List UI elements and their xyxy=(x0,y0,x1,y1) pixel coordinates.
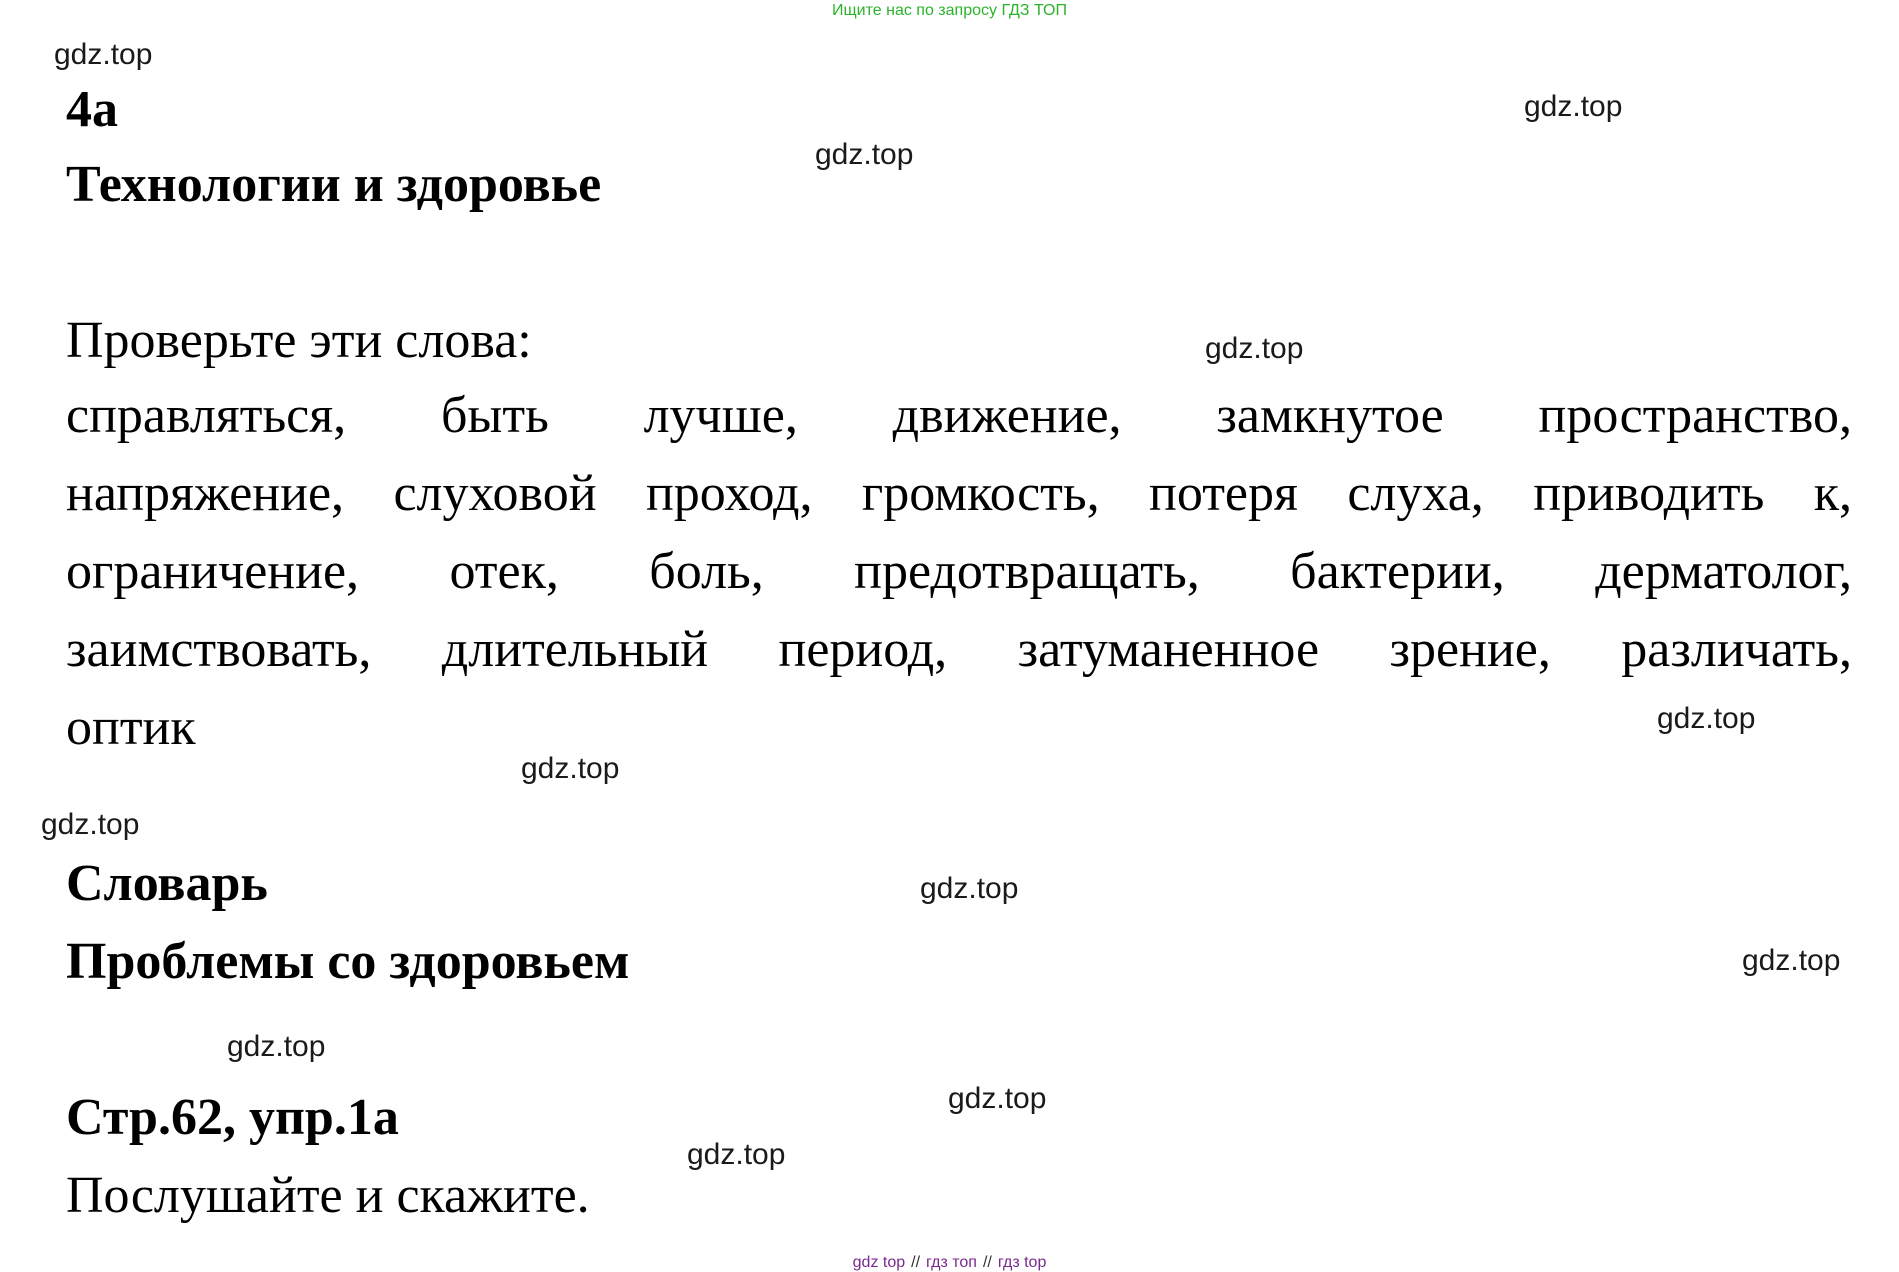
word-list-line: заимствовать, длительный период, затуманенное зрение, различать, xyxy=(66,621,1852,678)
watermark: gdz.top xyxy=(41,808,140,841)
word-list xyxy=(66,387,1852,780)
footer-separator: // xyxy=(982,1254,992,1271)
watermark: gdz.top xyxy=(920,872,1019,905)
exercise-reference: Стр.62, упр.1а xyxy=(66,1089,399,1146)
watermark: gdz.top xyxy=(1657,702,1756,735)
vocabulary-subheading: Проблемы со здоровьем xyxy=(66,933,630,990)
word-list-line: напряжение, слуховой проход, громкость, потеря слуха, приводить к, xyxy=(66,465,1852,522)
watermark: gdz.top xyxy=(1524,90,1623,123)
footer-links xyxy=(0,1254,1899,1272)
check-words-intro: Проверьте эти слова: xyxy=(66,312,532,369)
watermark: gdz.top xyxy=(227,1030,326,1063)
watermark: gdz.top xyxy=(948,1082,1047,1115)
word-list-line: оптик xyxy=(66,699,196,756)
footer-link[interactable]: гдз топ xyxy=(926,1254,977,1271)
watermark: gdz.top xyxy=(521,752,620,785)
watermark: gdz.top xyxy=(1742,944,1841,977)
exercise-instruction: Послушайте и скажите. xyxy=(66,1167,590,1224)
vocabulary-heading: Словарь xyxy=(66,855,268,912)
word-list-line: справляться, быть лучше, движение, замкнутое пространство, xyxy=(66,387,1852,444)
section-title: Технологии и здоровье xyxy=(66,156,602,213)
footer-link[interactable]: гдз top xyxy=(997,1254,1047,1271)
watermark: gdz.top xyxy=(687,1138,786,1171)
section-number: 4a xyxy=(66,81,118,138)
footer-link[interactable]: gdz top xyxy=(852,1254,906,1271)
watermark: gdz.top xyxy=(815,138,914,171)
footer-separator: // xyxy=(911,1254,921,1271)
top-banner: Ищите нас по запросу ГДЗ ТОП xyxy=(832,2,1067,19)
word-list-line: ограничение, отек, боль, предотвращать, бактерии, дерматолог, xyxy=(66,543,1852,600)
watermark: gdz.top xyxy=(1205,332,1304,365)
watermark: gdz.top xyxy=(54,38,153,71)
